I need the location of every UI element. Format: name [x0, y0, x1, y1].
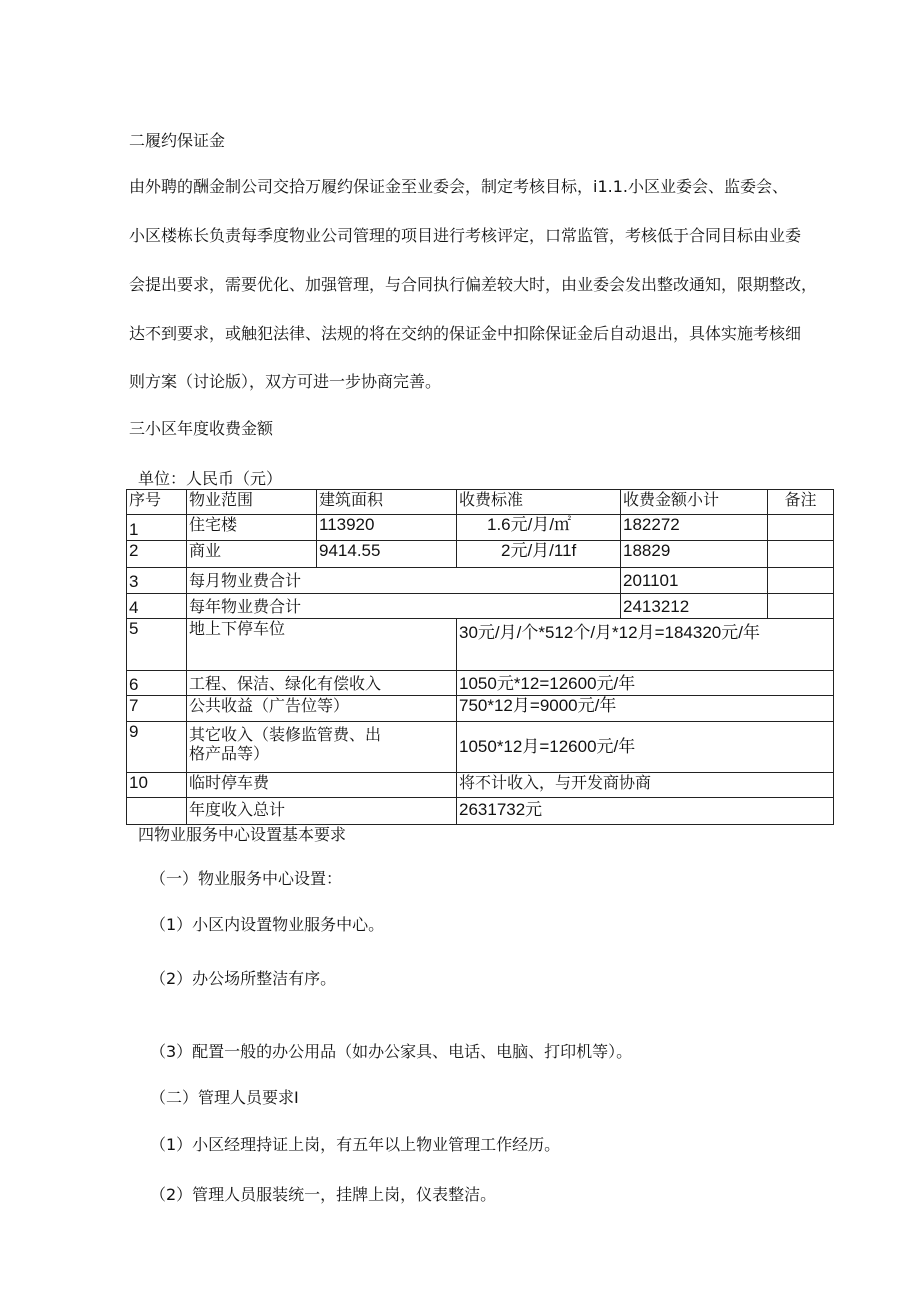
item-4: （1）小区经理持证上岗，有五年以上物业管理工作经历。 [150, 1135, 561, 1154]
subtotal-cell: 18829 [621, 541, 768, 568]
scope-cell: 住宅楼 [187, 515, 317, 541]
amount-cell: 1050*12月=12600元/年 [457, 722, 834, 773]
scope-cell: 工程、保洁、绿化有偿收入 [187, 671, 457, 696]
table-header-row [127, 490, 834, 515]
section-2-line-4: 达不到要求，或触犯法律、法规的将在交纳的保证金中扣除保证金后自动退出，具体实施考核细 [129, 324, 802, 343]
section-2-line-3: 会提出要求，需要优化、加强管理，与合同执行偏差较大时，由业委会发出整改通知，限期整改， [129, 275, 818, 294]
area-cell: 113920 [317, 515, 457, 541]
header-cell: 物业范围 [187, 490, 317, 515]
amount-cell: 将不计收入，与开发商协商 [457, 773, 834, 798]
subtotal-cell: 182272 [621, 515, 768, 541]
scope-cell: 每年物业费合计 [187, 594, 621, 619]
table-row [127, 594, 834, 619]
table-row [127, 619, 834, 671]
subsection-1-heading: （一）物业服务中心设置： [150, 869, 343, 888]
item-1: （1）小区内设置物业服务中心。 [150, 915, 385, 934]
scope-cell: 公共收益（广告位等） [187, 696, 457, 722]
row-number: 1 [127, 515, 187, 541]
section-2-line-2: 小区楼栋长负责每季度物业公司管理的项目进行考核评定，口常监管，考核低于合同目标由业委 [129, 226, 802, 245]
row-number: 4 [127, 594, 187, 619]
amount-cell: 1050元*12=12600元/年 [457, 671, 834, 696]
section-2-line-5: 则方案（讨论版），双方可进一步协商完善。 [129, 372, 442, 391]
table-row [127, 671, 834, 696]
unit-label: 单位：人民币（元） [138, 469, 283, 488]
row-number: 10 [127, 773, 187, 798]
item-3: （3）配置一般的办公用品（如办公家具、电话、电脑、打印机等）。 [150, 1042, 633, 1061]
section-2-heading: 二履约保证金 [129, 131, 226, 150]
item-2: （2）办公场所整洁有序。 [150, 969, 337, 988]
section-2-line-1: 由外聘的酬金制公司交拾万履约保证金至业委会，制定考核目标，i1.1.小区业委会、监委会、 [129, 177, 788, 196]
section-3-heading: 三小区年度收费金额 [129, 419, 274, 438]
standard-cell: 2元/月/11f [457, 541, 621, 568]
scope-cell: 临时停车费 [187, 773, 457, 798]
area-cell: 9414.55 [317, 541, 457, 568]
note-cell [768, 594, 834, 619]
row-number: 3 [127, 568, 187, 594]
row-number: 5 [127, 619, 187, 671]
scope-cell: 年度收入总计 [187, 798, 457, 825]
amount-cell: 750*12月=9000元/年 [457, 696, 834, 722]
table-row [127, 515, 834, 541]
header-cell: 序号 [127, 490, 187, 515]
table-row [127, 722, 834, 773]
note-cell [768, 568, 834, 594]
item-5: （2）管理人员服装统一，挂牌上岗，仪表整洁。 [150, 1185, 497, 1204]
header-cell: 收费标准 [457, 490, 621, 515]
table-row [127, 541, 834, 568]
scope-cell: 地上下停车位 [187, 619, 457, 671]
table-row [127, 798, 834, 825]
standard-cell: 1.6元/月/㎡ [457, 515, 621, 541]
subtotal-cell: 201101 [621, 568, 768, 594]
subsection-2-heading: （二）管理人员要求I [150, 1088, 299, 1107]
note-cell [768, 541, 834, 568]
header-cell: 备注 [768, 490, 834, 515]
amount-cell: 2631732元 [457, 798, 834, 825]
row-number: 6 [127, 671, 187, 696]
subtotal-cell: 2413212 [621, 594, 768, 619]
header-cell: 收费金额小计 [621, 490, 768, 515]
row-number: 2 [127, 541, 187, 568]
section-4-heading: 四物业服务中心设置基本要求 [138, 825, 347, 844]
scope-cell: 每月物业费合计 [187, 568, 621, 594]
row-number [127, 798, 187, 825]
scope-cell: 其它收入（装修监管费、出格产品等） [187, 722, 457, 773]
table-row [127, 696, 834, 722]
table-row [127, 568, 834, 594]
row-number: 9 [127, 722, 187, 773]
fee-table [126, 489, 834, 825]
scope-cell: 商业 [187, 541, 317, 568]
note-cell [768, 515, 834, 541]
header-cell: 建筑面积 [317, 490, 457, 515]
row-number: 7 [127, 696, 187, 722]
table-row [127, 773, 834, 798]
amount-cell: 30元/月/个*512个/月*12月=184320元/年 [457, 619, 834, 671]
